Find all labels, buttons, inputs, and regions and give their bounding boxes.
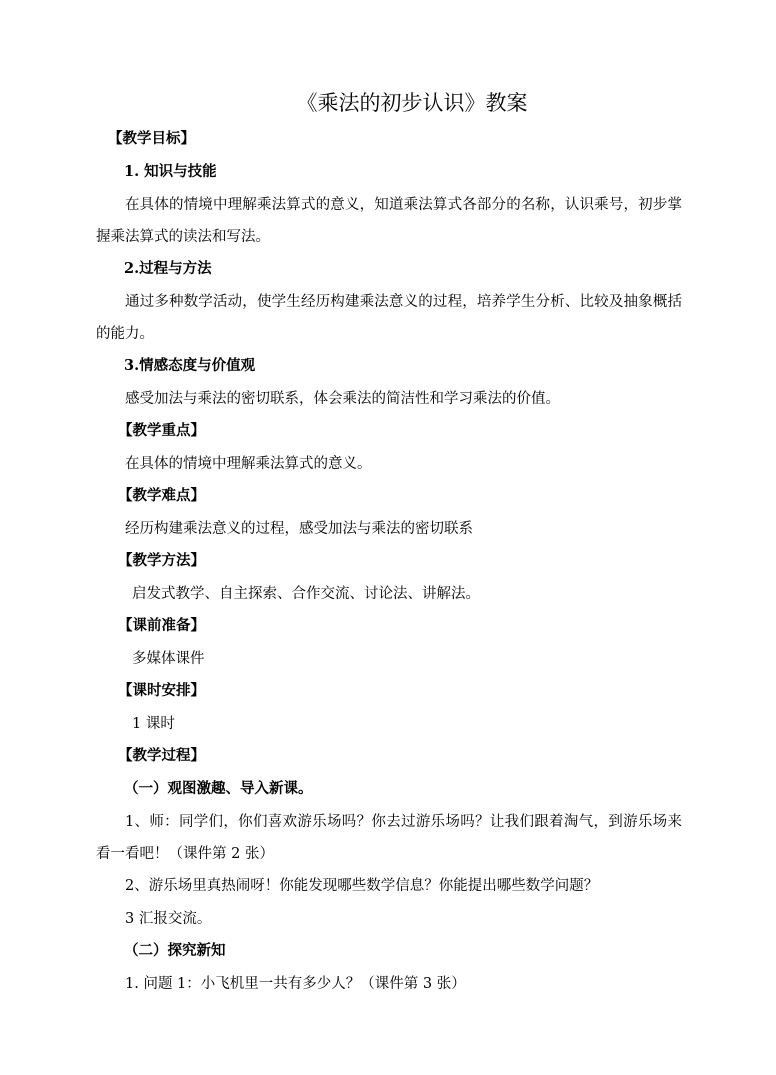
difficulties-heading: 【教学难点】 (118, 487, 205, 504)
process-method-text: 通过多种数学活动，使学生经历构建乘法意义的过程，培养学生分析、比较及抽象概括的能力。 (96, 294, 682, 342)
part1-item-3: 3 汇报交流。 (125, 911, 212, 927)
emotion-text: 感受加法与乘法的密切联系，体会乘法的简洁性和学习乘法的价值。 (125, 391, 560, 407)
key-points-text: 在具体的情境中理解乘法算式的意义。 (125, 456, 372, 472)
part1-item-2: 2、游乐场里真热闹呀！你能发现哪些数学信息？你能提出哪些数学问题？ (125, 878, 599, 894)
part2-heading: （二）探究新知 (124, 942, 226, 959)
document-title: 《乘法的初步认识》教案 (296, 91, 528, 115)
methods-text: 启发式教学、自主探索、合作交流、讨论法、讲解法。 (132, 586, 480, 602)
part2-item-1: 1. 问题 1：小飞机里一共有多少人？（课件第 3 张） (125, 976, 466, 992)
objectives-heading: 【教学目标】 (108, 130, 195, 147)
schedule-heading: 【课时安排】 (118, 682, 205, 699)
schedule-text: 1 课时 (132, 716, 175, 732)
teaching-process-heading: 【教学过程】 (118, 747, 205, 764)
part1-heading: （一）观图激趣、导入新课。 (124, 780, 313, 797)
knowledge-heading: 1. 知识与技能 (124, 163, 217, 180)
methods-heading: 【教学方法】 (118, 552, 205, 569)
preparation-heading: 【课前准备】 (118, 617, 205, 634)
difficulties-text: 经历构建乘法意义的过程，感受加法与乘法的密切联系 (125, 521, 473, 537)
process-method-heading: 2.过程与方法 (124, 260, 212, 277)
part1-item-1: 1、师：同学们，你们喜欢游乐场吗？你去过游乐场吗？让我们跟着淘气，到游乐场来看一看吧！（课件第 2 张） (96, 814, 682, 862)
key-points-heading: 【教学重点】 (118, 422, 205, 439)
preparation-text: 多媒体课件 (132, 651, 205, 667)
emotion-heading: 3.情感态度与价值观 (124, 357, 256, 374)
knowledge-text: 在具体的情境中理解乘法算式的意义，知道乘法算式各部分的名称，认识乘号，初步掌握乘法算式的读法和写法。 (96, 197, 682, 245)
